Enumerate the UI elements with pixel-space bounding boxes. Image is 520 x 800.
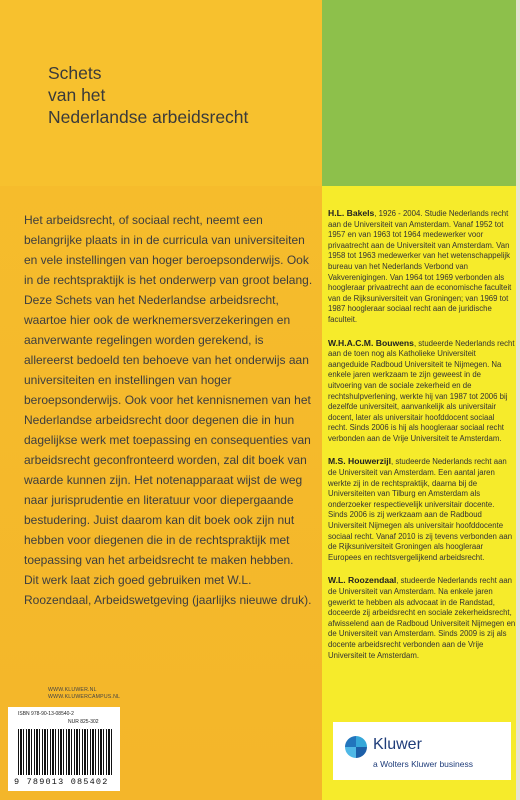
url-kluwercampus[interactable]: WWW.KLUWERCAMPUS.NL [48, 694, 121, 700]
blurb-paragraph-1: Het arbeidsrecht, of sociaal recht, neemt een belangrijke plaats in in de curricula van universiteiten en vele instellingen van hoger beroepsonderwijs. Ook in de rechtspraktijk is het onderwerp van groot belang. [24, 213, 313, 287]
nur-label: NUR 825-302 [68, 719, 99, 725]
author-bio-bakels [328, 208, 516, 326]
author-name: W.L. Roozendaal [328, 575, 397, 586]
publisher-urls [48, 687, 120, 701]
blurb [24, 210, 316, 610]
publisher-logo-box [333, 722, 511, 780]
barcode-number: 9 789013 085402 [14, 777, 109, 787]
title-line-2: van het [48, 85, 106, 105]
title-line-3: Nederlandse arbeidsrecht [48, 107, 249, 127]
author-bio-roozendaal [328, 575, 516, 661]
green-corner-panel [322, 0, 520, 186]
isbn-label: ISBN 978-90-13-08540-2 [18, 711, 74, 717]
author-bio-bouwens [328, 338, 516, 445]
author-bio-text: , 1926 - 2004. Studie Nederlands recht aan de Universiteit van Amsterdam. Vanaf 1952 tot 1957 en van 1963 tot 1964 medewerker voor privaatrecht aan de Universiteit van Amsterdam. Van 1958 tot 1963 medewerker van het wetenschappelijk bureau van het Nederlands Verbond van Vakverenigingen. Van 1964 tot 1969 verbonden als hoogleraar privaatrecht aan de economische faculteit van de Rijksuniversiteit van Groningen; van 1969 tot 1987 hoogleraar sociaal recht aan de juridische faculteit. [328, 209, 512, 324]
blurb-paragraph-3: Dit werk laat zich goed gebruiken met W.L. Roozendaal, Arbeidswetgeving (jaarlijks nieuwe druk). [24, 573, 312, 607]
author-bios [328, 208, 516, 673]
publisher-tagline: a Wolters Kluwer business [373, 759, 473, 769]
book-title [48, 62, 248, 128]
author-bio-text: , studeerde Nederlands recht aan de Universiteit van Amsterdam. Na enkele jaren gewerkt te hebben als advocaat in de Randstad, doceerde zij arbeidsrecht en sociale zekerheidsrecht, afwisselend aan de Radboud Universiteit Nijmegen en de Universiteit van Amsterdam. Sinds 2009 is zij als docente arbeidsrecht verbonden aan de Vrije Universiteit te Amsterdam. [328, 576, 516, 660]
url-kluwer[interactable]: WWW.KLUWER.NL [48, 687, 97, 693]
author-bio-text: , studeerde Nederlands recht aan de toen nog als Katholieke Universiteit aangeduide Radboud Universiteit te Nijmegen. Na enkele jaren werkzaam te zijn geweest in de uitvoering van de sociale zekerheid en de rechtshulpverlening, werkte hij van 1987 tot 2006 bij dezelfde universiteit, aanvankelijk als universitair docent, later als universitair hoofddocent sociaal recht. Sinds 2006 is hij als hoogleraar sociaal recht verbonden aan de Vrije Universiteit te Amsterdam. [328, 338, 515, 443]
title-line-1: Schets [48, 63, 102, 83]
barcode-icon [18, 729, 114, 775]
author-bio-text: , studeerde Nederlands recht aan de Universiteit van Amsterdam. Een aantal jaren werkte zij in de rechtspraktijk, daarna bij de Universiteiten van Tilburg en Amsterdam als onderzoeker respectievelijk universitair docente. Sinds 2006 is zij werkzaam aan de Radboud Universiteit Nijmegen als universitair hoofddocente sociaal recht. Vanaf 2010 is zij tevens verbonden aan de Rijksuniversiteit Groningen als hoogleraar Europees en rechtsvergelijkend arbeidsrecht. [328, 457, 513, 562]
publisher-name: Kluwer [373, 736, 422, 753]
blurb-paragraph-2: Deze Schets van het Nederlandse arbeidsrecht, waartoe hier ook de werknemersverzekeringen en aanverwante regelingen worden gerekend, is allereerst bedoeld ten behoeve van het onderwijs aan universiteiten en instellingen van hoger beroepsonderwijs. Ook voor het kennisnemen van het Nederlandse arbeidsrecht door degenen die in hun dagelijkse werk met toepassing en consequenties van arbeidsrecht geconfronteerd worden, zal dit boek van waarde kunnen zijn. Het notenapparaat wijst de weg naar jurisprudentie en literatuur voor diepergaande bestudering. Juist daarom kan dit boek ook zijn nut hebben voor diegenen die in de rechtspraktijk met toepassing van het arbeidsrecht te maken hebben. [24, 293, 311, 567]
kluwer-logo-icon [345, 736, 367, 758]
barcode-panel [8, 707, 120, 791]
author-name: M.S. Houwerzijl [328, 456, 392, 467]
author-bio-houwerzijl [328, 456, 516, 563]
edge-strip [516, 0, 520, 800]
author-name: H.L. Bakels [328, 208, 375, 218]
author-name: W.H.A.C.M. Bouwens [328, 337, 414, 348]
